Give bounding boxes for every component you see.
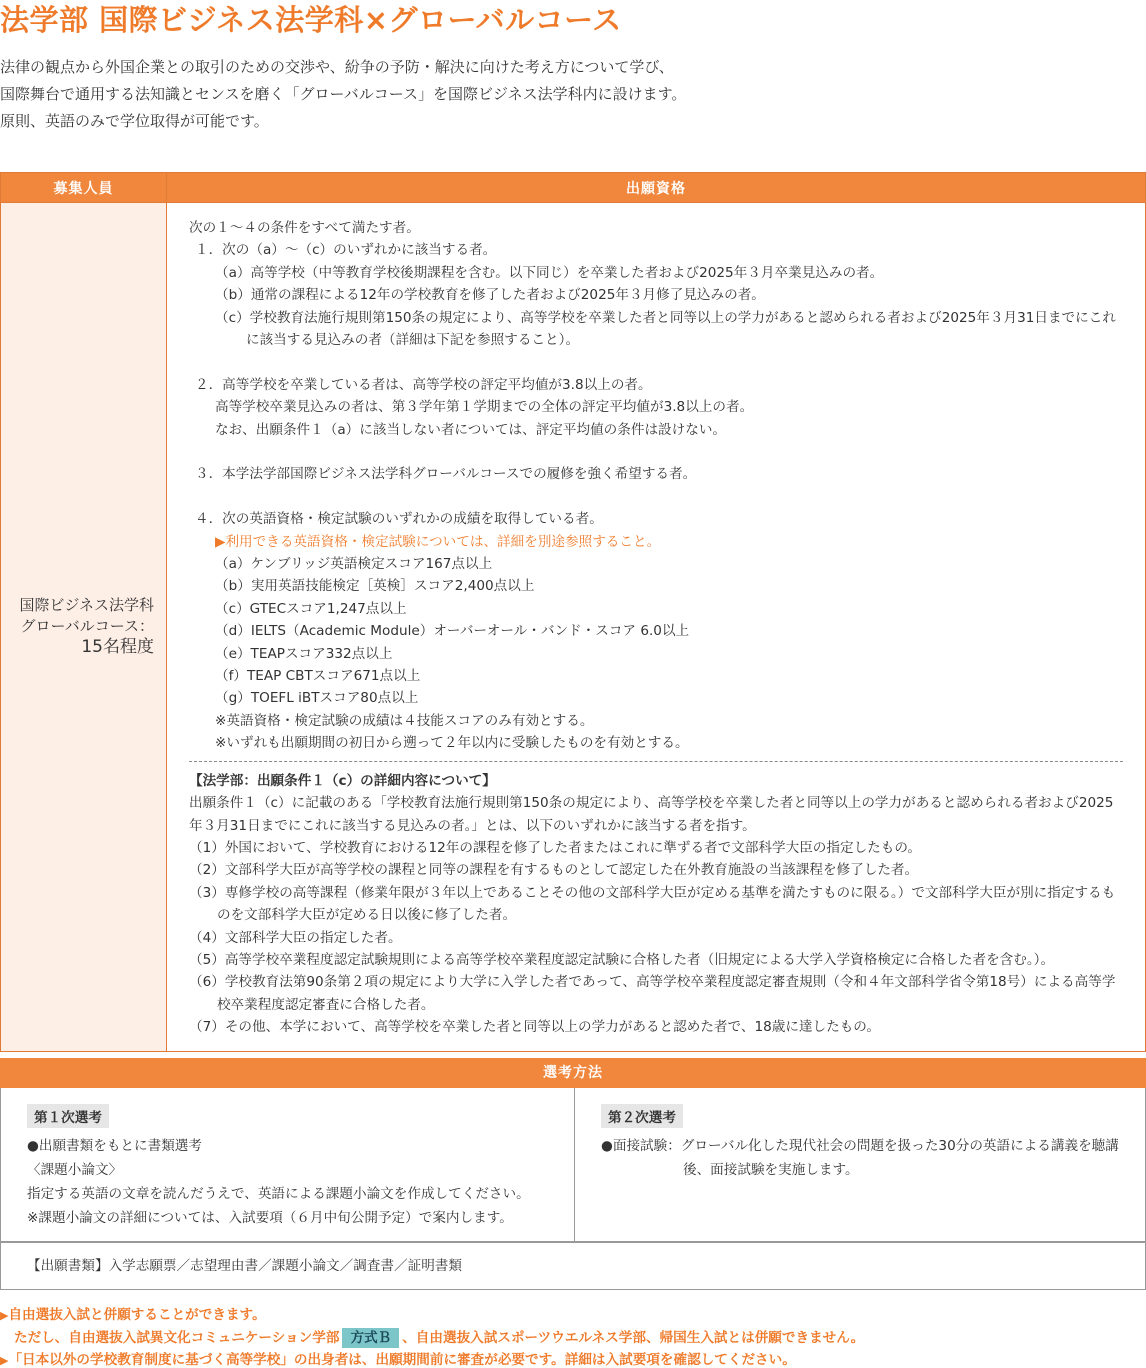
application-documents [0, 1242, 1146, 1290]
condition-1c: （c）学校教育法施行規則第150条の規定により、高等学校を卒業した者と同等以上の学力があると認められる者および2025年３月31日までにこれに該当する見込みの者（詳細は下記を参照すること）。 [215, 309, 1116, 349]
condition-3-title: ３．本学法学部国際ビジネス法学科グローバルコースでの履修を強く希望する者。 [195, 466, 697, 483]
note-line [0, 1349, 1146, 1368]
note-line [0, 1304, 1146, 1327]
triangle-marker-icon: ▶ [0, 1354, 9, 1367]
note-text: 、自由選抜入試スポーツウエルネス学部、帰国生入試とは併願できません。 [402, 1330, 865, 1346]
documents-text: 入学志願票／志望理由書／課題小論文／調査書／証明書類 [108, 1258, 462, 1274]
intro-line: 原則、英語のみで学位取得が可能です。 [0, 112, 269, 130]
first-selection-tag: 第１次選考 [27, 1104, 109, 1128]
english-test-item: （e）TEAPスコア332点以上 [215, 645, 393, 662]
detail-title: 【法学部：出願条件１（c）の詳細内容について】 [189, 772, 496, 789]
detail-item: （4）文部科学大臣の指定した者。 [189, 929, 402, 946]
second-selection-tag: 第２次選考 [601, 1104, 683, 1128]
note-text: 「日本以外の学校教育制度に基づく高等学校」の出身者は、出願期間前に審査が必要です。詳細は入試要項を確認してください。 [8, 1352, 796, 1368]
qualification-column-header: 出願資格 [167, 173, 1146, 203]
q-intro: 次の１～４の条件をすべて満たす者。 [189, 220, 420, 236]
selection-body [0, 1088, 1146, 1242]
condition-1-title: １．次の（a）～（c）のいずれかに該当する者。 [195, 242, 497, 259]
second-selection [575, 1088, 1145, 1241]
recruit-dept: 国際ビジネス法学科 [19, 596, 154, 615]
notes [0, 1304, 1146, 1368]
detail-item: （6）学校教育法第90条第２項の規定により大学に入学した者であって、高等学校卒業程度認定審査規則（令和４年文部科学省令第18号）による高等学校卒業程度認定審査に合格した者。 [189, 974, 1116, 1013]
condition-4-note: ▶利用できる英語資格・検定試験については、詳細を別途参照すること。 [215, 533, 661, 550]
essay-subtitle: 〈課題小論文〉 [27, 1162, 123, 1178]
selection-header: 選考方法 [0, 1058, 1146, 1088]
requirements-table [0, 172, 1146, 1052]
page-title: 法学部 国際ビジネス法学科×グローバルコース [0, 3, 622, 37]
table-header-row [1, 173, 1146, 203]
english-test-item: （b）実用英語技能検定［英検］スコア2,400点以上 [215, 578, 535, 595]
table-row [1, 203, 1146, 1052]
essay-note: ※課題小論文の詳細については、入試要項（６月中旬公開予定）で案内します。 [27, 1210, 513, 1226]
english-test-item: （c）GTECスコア1,247点以上 [215, 600, 407, 617]
condition-1a: （a）高等学校（中等教育学校後期課程を含む。以下同じ）を卒業した者および2025年３月卒業見込みの者。 [215, 264, 884, 281]
detail-item: （7）その他、本学において、高等学校を卒業した者と同等以上の学力があると認めた者で、18歳に達したもの。 [189, 1019, 880, 1036]
detail-item: （2）文部科学大臣が高等学校の課程と同等の課程を有するものとして認定した在外教育施設の当該課程を修了した者。 [189, 862, 919, 879]
method-badge: 方式Ｂ [342, 1328, 399, 1348]
detail-item: （3）専修学校の高等課程（修業年限が３年以上であることその他の文部科学大臣が定める基準を満たすものに限る。）で文部科学大臣が別に指定するものを文部科学大臣が定める日以後に修了した者。 [189, 884, 1116, 924]
detail-intro: 出願条件１（c）に記載のある「学校教育法施行規則第150条の規定により、高等学校を卒業した者と同等以上の学力があると認められる者および2025年３月31日までにこれに該当する見込みの者。」とは、以下のいずれかに該当する者を指す。 [189, 795, 1114, 834]
first-selection [1, 1088, 575, 1241]
recruit-course: グローバルコース： [20, 617, 154, 636]
english-test-item: （f）TEAP CBTスコア671点以上 [215, 668, 421, 685]
condition-2-line: なお、出願条件１（a）に該当しない者については、評定平均値の条件は設けない。 [215, 421, 727, 438]
recruit-cell [1, 203, 167, 1052]
dashed-divider [189, 761, 1123, 762]
recruit-column-header: 募集人員 [1, 173, 167, 203]
english-test-note: ※英語資格・検定試験の成績は４技能スコアのみ有効とする。 [215, 712, 594, 729]
essay-line: 指定する英語の文章を読んだうえで、英語による課題小論文を作成してください。 [27, 1186, 530, 1202]
condition-4-title: ４．次の英語資格・検定試験のいずれかの成績を取得している者。 [195, 511, 603, 528]
intro-line: 法律の観点から外国企業との取引のための交渉や、紛争の予防・解決に向けた考え方について学び、 [0, 58, 674, 76]
note-text: 自由選抜入試と併願することができます。 [8, 1307, 266, 1323]
recruit-count: 15名程度 [81, 637, 154, 658]
intro-line: 国際舞台で通用する法知識とセンスを磨く「グローバルコース」を国際ビジネス法学科内に設けます。 [0, 85, 687, 103]
documents-label: 【出願書類】 [27, 1258, 109, 1274]
condition-2-title: ２．高等学校を卒業している者は、高等学校の評定平均値が3.8以上の者。 [195, 376, 652, 393]
detail-item: （5）高等学校卒業程度認定試験規則による高等学校卒業程度認定試験に合格した者（旧規定による大学入学資格検定に合格した者を含む。）。 [189, 951, 1055, 968]
english-test-note: ※いずれも出願期間の初日から遡って２年以内に受験したものを有効とする。 [215, 735, 689, 752]
detail-item: （1）外国において、学校教育における12年の課程を修了した者またはこれに準ずる者で文部科学大臣の指定したもの。 [189, 839, 922, 856]
note-line [0, 1327, 1146, 1349]
intro-text [0, 54, 1146, 135]
note-text: ただし、自由選抜入試異文化コミュニケーション学部 [14, 1330, 340, 1346]
first-selection-bullet: ●出願書類をもとに書類選考 [27, 1138, 202, 1154]
english-test-item: （d）IELTS（Academic Module）オーバーオール・バンド・スコア 6.0以上 [215, 623, 690, 640]
english-test-item: （g）TOEFL iBTスコア80点以上 [215, 690, 419, 707]
qualification-cell [167, 203, 1146, 1052]
condition-1b: （b）通常の課程による12年の学校教育を修了した者および2025年３月修了見込みの者。 [215, 287, 765, 304]
triangle-marker-icon: ▶ [0, 1309, 9, 1322]
second-selection-bullet: ●面接試験：グローバル化した現代社会の問題を扱った30分の英語による講義を聴講後、面接試験を実施します。 [601, 1138, 1119, 1178]
english-test-item: （a）ケンブリッジ英語検定スコア167点以上 [215, 556, 493, 573]
condition-2-line: 高等学校卒業見込みの者は、第３学年第１学期までの全体の評定平均値が3.8以上の者。 [215, 399, 754, 416]
